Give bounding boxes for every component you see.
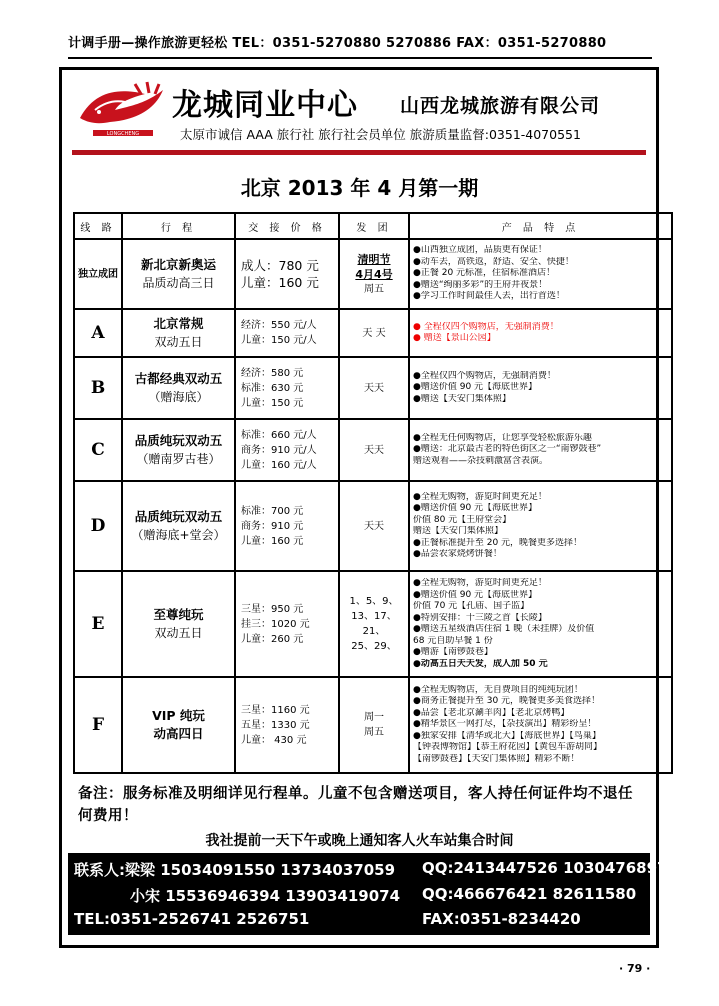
route-cell: 品质纯玩双动五 （赠海底+堂会）	[122, 481, 235, 571]
route-code: D	[74, 481, 122, 571]
table-row	[74, 419, 672, 481]
route-cell: 品质纯玩双动五 （赠南罗古巷）	[122, 419, 235, 481]
departure-cell: 周一 周五	[339, 677, 409, 773]
departure-cell: 天天	[339, 357, 409, 419]
price-cell: 三星：950 元 挂三：1020 元 儿童：260 元	[235, 571, 339, 677]
header-route: 线 路	[74, 213, 122, 239]
svg-text:LONGCHENG: LONGCHENG	[106, 131, 140, 137]
route-code: 独立成团	[74, 239, 122, 309]
contact-panel	[68, 853, 668, 935]
header-departure: 发 团	[339, 213, 409, 239]
company-name: 龙城同业中心	[172, 88, 358, 123]
table-row	[74, 309, 672, 357]
route-code: B	[74, 357, 122, 419]
departure-cell: 清明节 4月4号 周五	[339, 239, 409, 309]
features-cell: ●全程无任何购物店，让您享受轻松旅游乐趣 ●赠送：北京最古老的特色街区之一“南锣鼓巷” 赠送观看——杂技刺激富含表演。	[409, 419, 672, 481]
features-cell: ●全程无购物，游览时间更充足！ ●赠送价值 90 元【海底世界】 价值 80 元【王府堂会】 赠送【天安门集体照】 ●正餐标准提升至 20 元，晚餐更多选择！ ●品尝农家烧烤饼餐！	[409, 481, 672, 571]
features-cell: ● 全程仅四个购物店，无强制消费！ ● 赠送【景山公园】	[409, 309, 672, 357]
qq-line-2: QQ:466676421 82611580	[422, 885, 637, 903]
header-features: 产 品 特 点	[409, 213, 672, 239]
price-cell: 三星：1160 元 五星：1330 元 儿童： 430 元	[235, 677, 339, 773]
route-cell: 古都经典双动五 （赠海底）	[122, 357, 235, 419]
table-row	[74, 481, 672, 571]
route-cell: 北京常规 双动五日	[122, 309, 235, 357]
price-cell: 经济：550 元/人 儿童：150 元/人	[235, 309, 339, 357]
tel-line: TEL:0351-2526741 2526751	[74, 910, 310, 928]
price-cell: 经济：580 元 标准：630 元 儿童：150 元	[235, 357, 339, 419]
route-cell: 新北京新奥运 品质动高三日	[122, 239, 235, 309]
departure-cell: 1、5、9、 13、17、21、 25、29、	[339, 571, 409, 677]
features-cell: ●全程无购物店，无自费项目的纯纯玩团！ ●商务正餐提升至 30 元，晚餐更多美食选择！ ●品尝【老北京涮羊肉】【老北京烤鸭】 ●精华景区一网打尽，【杂技演出】精彩纷呈！ ●独家安排【清华或北大】【海底世界】【鸟巢】 【钟表博物馆】【恭王府花园】【黄包车游胡同】 【南锣鼓巷】【天安门集体照】精彩不断！	[409, 677, 672, 773]
table-row	[74, 357, 672, 419]
product-table	[73, 212, 673, 774]
departure-cell: 天天	[339, 481, 409, 571]
table-row	[74, 571, 672, 677]
gathering-notice: 我社提前一天下午或晚上通知客人火车站集合时间	[205, 833, 514, 849]
top-contact-bar: 计调手册—操作旅游更轻松 TEL：0351-5270880 5270886 FAX：0351-5270880	[68, 31, 652, 59]
departure-cell: 天天	[339, 419, 409, 481]
contact-line-2: 小宋 15536946394 13903419074	[130, 887, 401, 905]
route-code: C	[74, 419, 122, 481]
features-cell: ●全程仅四个购物店，无强制消费！ ●赠送价值 90 元【海底世界】 ●赠送【天安门集体照】	[409, 357, 672, 419]
table-row	[74, 239, 672, 309]
remark-note: 备注：服务标准及明细详见行程单。儿童不包含赠送项目，客人持任何证件均不退任何费用！	[78, 785, 633, 824]
features-cell: ●全程无购物，游览时间更充足！ ●赠送价值 90 元【海底世界】 价值 70 元【孔庙、国子监】 ●特别安排：十三陵之首【长陵】 ●赠送五星级酒店住宿 1 晚（未挂牌）及价值 68 元自助早餐 1 份 ●赠游【南锣鼓巷】 ●动高五日天天发，成人加 50 元	[409, 571, 672, 677]
departure-cell: 天 天	[339, 309, 409, 357]
features-cell: ●山西独立成团，品质更有保证！ ●动车去，高铁返，舒适、安全、快捷！ ●正餐 20 元标准，住宿标准酒店！ ●赠送“绚丽多彩”的王府井夜景！ ●学习工作时间最佳人去，出行首选！	[409, 239, 672, 309]
price-cell: 标准：660 元/人 商务：910 元/人 儿童：160 元/人	[235, 419, 339, 481]
certification-line: 太原市诚信 AAA 旅行社 旅行社会员单位 旅游质量监督:0351-4070551	[180, 127, 581, 142]
fax-line: FAX:0351-8234420	[422, 910, 581, 928]
header-itinerary: 行 程	[122, 213, 235, 239]
contact-line-1: 联系人:梁梁 15034091550 13734037059	[74, 861, 396, 879]
table-header-row	[74, 213, 672, 239]
route-code: E	[74, 571, 122, 677]
price-cell: 成人：780 元 儿童：160 元	[235, 239, 339, 309]
page-number: · 79 ·	[619, 962, 651, 975]
qq-line-1: QQ:2413447526 1030476897	[422, 859, 668, 877]
route-code: F	[74, 677, 122, 773]
header-divider	[72, 150, 646, 155]
issue-title: 北京 2013 年 4 月第一期	[240, 176, 479, 200]
header-price: 交 接 价 格	[235, 213, 339, 239]
table-row	[74, 677, 672, 773]
price-cell: 标准：700 元 商务：910 元 儿童：160 元	[235, 481, 339, 571]
dragon-logo-icon	[75, 80, 170, 140]
route-code: A	[74, 309, 122, 357]
route-cell: 至尊纯玩 双动五日	[122, 571, 235, 677]
subcompany-name: 山西龙城旅游有限公司	[400, 95, 601, 117]
route-cell: VIP 纯玩 动高四日	[122, 677, 235, 773]
